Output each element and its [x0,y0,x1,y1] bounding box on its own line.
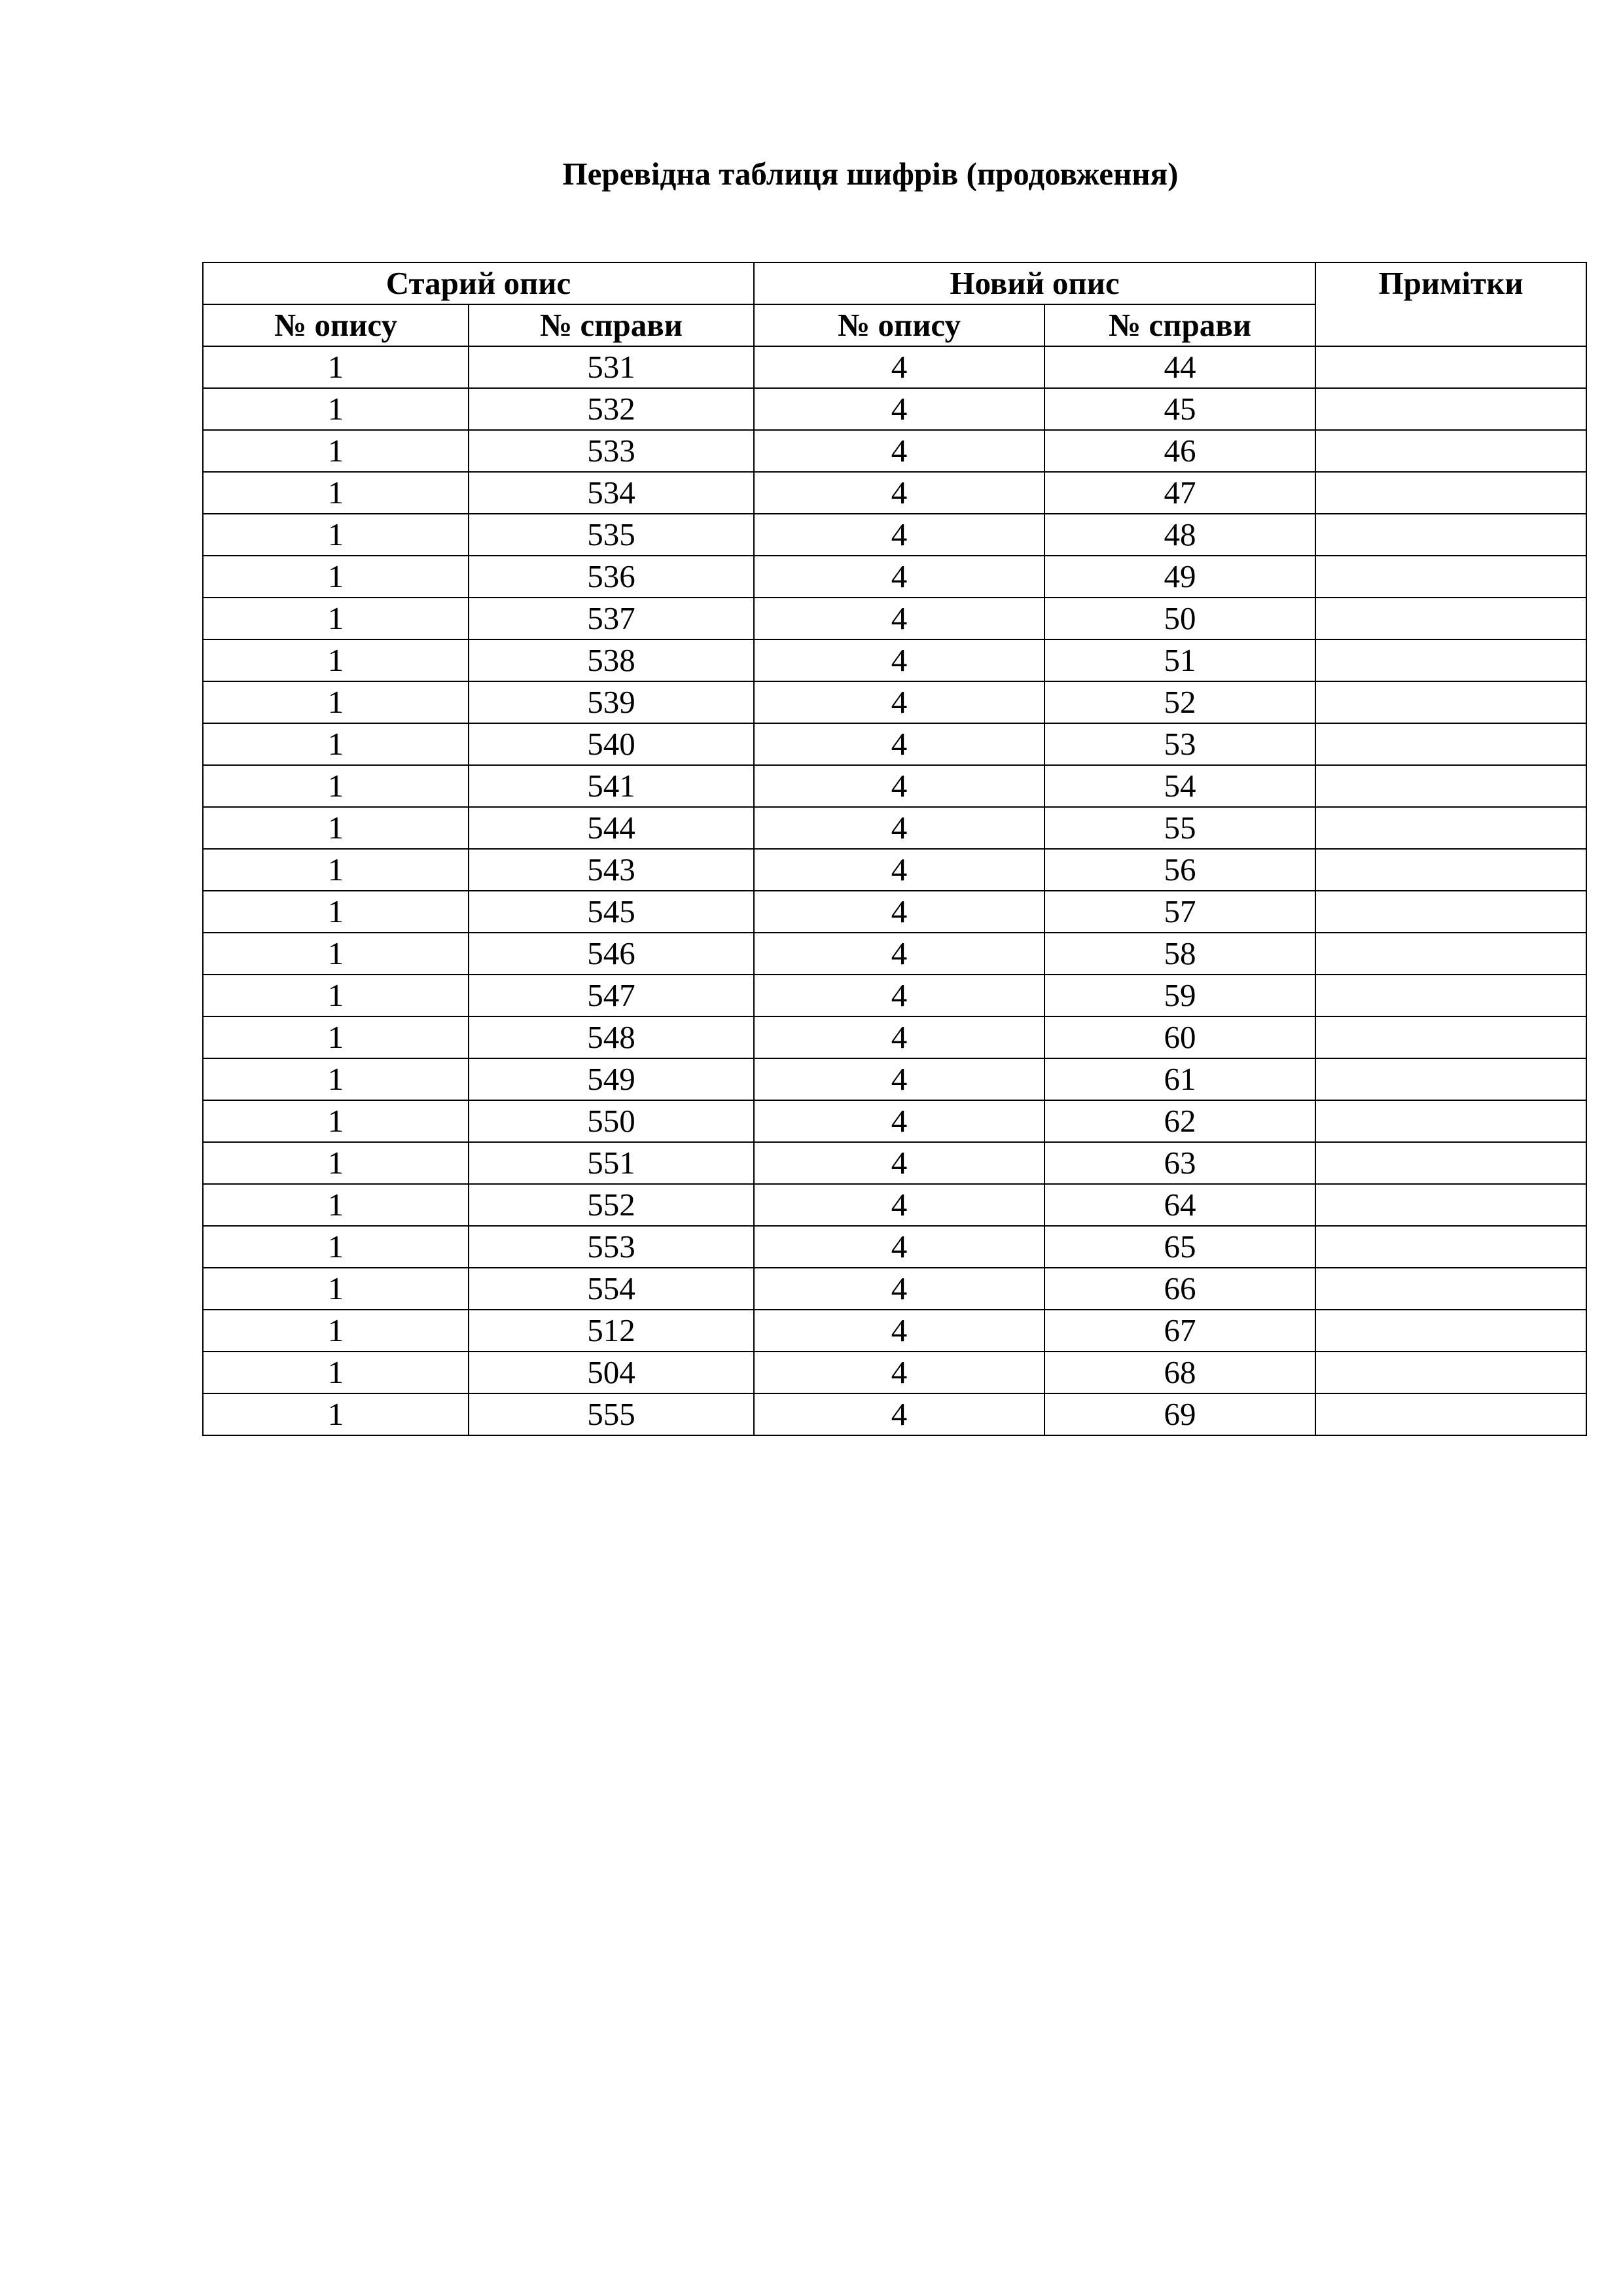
cell-new-inventory-no: 4 [754,849,1044,891]
cell-notes [1315,346,1586,388]
table-row [203,681,1586,723]
header-old-inventory-no: № опису [203,304,469,346]
cell-old-inventory-no: 1 [203,1184,469,1226]
table-row [203,933,1586,975]
cell-notes [1315,807,1586,849]
cell-old-case-no: 555 [469,1393,754,1435]
cell-old-case-no: 548 [469,1016,754,1058]
table-row [203,1393,1586,1435]
cell-new-case-no: 50 [1044,598,1315,639]
cell-old-inventory-no: 1 [203,472,469,514]
cell-old-inventory-no: 1 [203,1352,469,1393]
cell-new-case-no: 68 [1044,1352,1315,1393]
cell-new-case-no: 61 [1044,1058,1315,1100]
table-row [203,346,1586,388]
cell-old-case-no: 512 [469,1310,754,1352]
cell-new-case-no: 64 [1044,1184,1315,1226]
cell-old-case-no: 504 [469,1352,754,1393]
cell-old-inventory-no: 1 [203,1100,469,1142]
table-row [203,849,1586,891]
cell-old-inventory-no: 1 [203,975,469,1016]
cell-old-inventory-no: 1 [203,1058,469,1100]
table-row [203,1184,1586,1226]
cell-new-inventory-no: 4 [754,388,1044,430]
cell-old-case-no: 543 [469,849,754,891]
cell-old-case-no: 546 [469,933,754,975]
cell-new-inventory-no: 4 [754,1226,1044,1268]
cell-new-inventory-no: 4 [754,1393,1044,1435]
cell-old-case-no: 538 [469,639,754,681]
cell-new-inventory-no: 4 [754,807,1044,849]
cell-new-inventory-no: 4 [754,556,1044,598]
table-row [203,1100,1586,1142]
cell-new-inventory-no: 4 [754,639,1044,681]
cell-notes [1315,681,1586,723]
cell-notes [1315,1142,1586,1184]
cell-new-case-no: 62 [1044,1100,1315,1142]
cell-old-case-no: 537 [469,598,754,639]
cell-old-case-no: 550 [469,1100,754,1142]
cell-old-case-no: 552 [469,1184,754,1226]
cell-notes [1315,430,1586,472]
cell-new-case-no: 47 [1044,472,1315,514]
table-row [203,1268,1586,1310]
cell-new-case-no: 54 [1044,765,1315,807]
header-notes: Примітки [1315,262,1586,346]
cell-old-inventory-no: 1 [203,765,469,807]
cell-new-inventory-no: 4 [754,891,1044,933]
cell-old-inventory-no: 1 [203,723,469,765]
cell-old-case-no: 549 [469,1058,754,1100]
table-row [203,388,1586,430]
header-old-inventory: Старий опис [203,262,754,304]
cell-old-inventory-no: 1 [203,639,469,681]
table-row [203,472,1586,514]
cell-old-case-no: 551 [469,1142,754,1184]
cell-new-case-no: 44 [1044,346,1315,388]
cell-old-case-no: 531 [469,346,754,388]
cell-new-case-no: 48 [1044,514,1315,556]
cell-new-case-no: 67 [1044,1310,1315,1352]
cell-notes [1315,598,1586,639]
cell-new-case-no: 51 [1044,639,1315,681]
cell-old-inventory-no: 1 [203,681,469,723]
cell-new-inventory-no: 4 [754,346,1044,388]
cell-new-inventory-no: 4 [754,975,1044,1016]
cell-notes [1315,1184,1586,1226]
cell-old-inventory-no: 1 [203,430,469,472]
cell-notes [1315,1058,1586,1100]
cell-old-inventory-no: 1 [203,1393,469,1435]
cell-new-case-no: 49 [1044,556,1315,598]
cell-old-inventory-no: 1 [203,933,469,975]
cell-old-case-no: 540 [469,723,754,765]
header-new-inventory: Новий опис [754,262,1315,304]
table-row [203,1352,1586,1393]
cell-new-case-no: 63 [1044,1142,1315,1184]
cell-old-inventory-no: 1 [203,849,469,891]
cell-old-case-no: 547 [469,975,754,1016]
table-row [203,1016,1586,1058]
cell-old-case-no: 534 [469,472,754,514]
cell-new-case-no: 69 [1044,1393,1315,1435]
table-row [203,1142,1586,1184]
table-row [203,975,1586,1016]
cell-old-case-no: 539 [469,681,754,723]
cell-notes [1315,1016,1586,1058]
table-row [203,639,1586,681]
cell-notes [1315,388,1586,430]
header-new-case-no: № справи [1044,304,1315,346]
cell-notes [1315,765,1586,807]
cell-notes [1315,514,1586,556]
table-row [203,1310,1586,1352]
cipher-table-container [202,262,1587,1436]
cell-old-inventory-no: 1 [203,388,469,430]
cell-new-inventory-no: 4 [754,1058,1044,1100]
table-row [203,1058,1586,1100]
table-row [203,807,1586,849]
cell-notes [1315,556,1586,598]
cell-old-inventory-no: 1 [203,807,469,849]
cell-new-inventory-no: 4 [754,1100,1044,1142]
cell-new-case-no: 53 [1044,723,1315,765]
cell-new-inventory-no: 4 [754,1352,1044,1393]
cell-old-inventory-no: 1 [203,1310,469,1352]
cell-old-inventory-no: 1 [203,556,469,598]
cell-new-inventory-no: 4 [754,1184,1044,1226]
table-row [203,598,1586,639]
cell-notes [1315,1100,1586,1142]
cell-old-inventory-no: 1 [203,1016,469,1058]
table-header-row-group [203,262,1586,304]
cell-old-inventory-no: 1 [203,891,469,933]
cell-new-case-no: 65 [1044,1226,1315,1268]
page-title: Перевідна таблиця шифрів (продовження) [562,156,1179,192]
cell-notes [1315,472,1586,514]
cell-new-inventory-no: 4 [754,472,1044,514]
cell-new-inventory-no: 4 [754,681,1044,723]
cell-old-case-no: 536 [469,556,754,598]
cell-notes [1315,1310,1586,1352]
cell-old-case-no: 541 [469,765,754,807]
header-new-inventory-no: № опису [754,304,1044,346]
table-row [203,430,1586,472]
cell-notes [1315,723,1586,765]
cell-new-case-no: 66 [1044,1268,1315,1310]
cell-new-case-no: 55 [1044,807,1315,849]
cell-new-inventory-no: 4 [754,933,1044,975]
cell-new-inventory-no: 4 [754,723,1044,765]
cell-old-case-no: 532 [469,388,754,430]
header-old-case-no: № справи [469,304,754,346]
cell-notes [1315,849,1586,891]
cell-new-inventory-no: 4 [754,598,1044,639]
table-row [203,1226,1586,1268]
cell-old-case-no: 544 [469,807,754,849]
cell-old-inventory-no: 1 [203,598,469,639]
cell-old-case-no: 535 [469,514,754,556]
cell-old-case-no: 545 [469,891,754,933]
cell-notes [1315,1393,1586,1435]
cell-new-case-no: 60 [1044,1016,1315,1058]
cell-new-case-no: 59 [1044,975,1315,1016]
table-row [203,556,1586,598]
cell-new-inventory-no: 4 [754,1268,1044,1310]
table-row [203,514,1586,556]
cell-new-inventory-no: 4 [754,765,1044,807]
cell-new-inventory-no: 4 [754,1310,1044,1352]
cell-new-case-no: 46 [1044,430,1315,472]
table-body [203,346,1586,1435]
cell-notes [1315,933,1586,975]
table-row [203,765,1586,807]
cell-notes [1315,639,1586,681]
cell-old-inventory-no: 1 [203,1268,469,1310]
cell-old-inventory-no: 1 [203,346,469,388]
cell-notes [1315,1226,1586,1268]
cell-notes [1315,1268,1586,1310]
cell-new-case-no: 57 [1044,891,1315,933]
cell-new-inventory-no: 4 [754,430,1044,472]
cell-new-case-no: 58 [1044,933,1315,975]
cell-old-case-no: 554 [469,1268,754,1310]
cell-new-inventory-no: 4 [754,1142,1044,1184]
cell-new-case-no: 52 [1044,681,1315,723]
cell-old-case-no: 553 [469,1226,754,1268]
cell-new-inventory-no: 4 [754,1016,1044,1058]
cell-old-inventory-no: 1 [203,1226,469,1268]
table-row [203,891,1586,933]
cell-notes [1315,891,1586,933]
cell-new-case-no: 45 [1044,388,1315,430]
cell-new-inventory-no: 4 [754,514,1044,556]
cell-new-case-no: 56 [1044,849,1315,891]
table-row [203,723,1586,765]
cell-notes [1315,975,1586,1016]
cell-old-inventory-no: 1 [203,514,469,556]
cell-old-case-no: 533 [469,430,754,472]
cell-notes [1315,1352,1586,1393]
cell-old-inventory-no: 1 [203,1142,469,1184]
cipher-conversion-table [202,262,1587,1436]
